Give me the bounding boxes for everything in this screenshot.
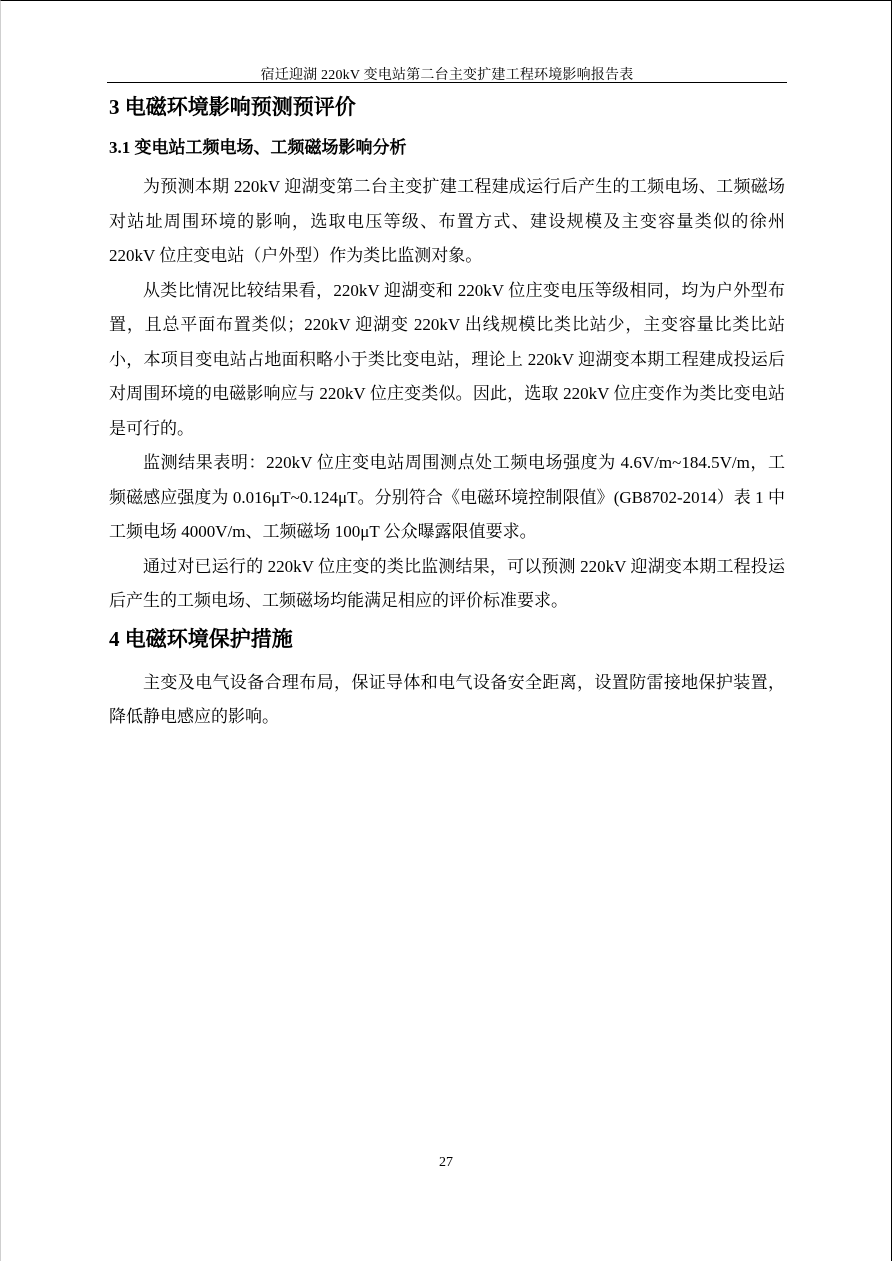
paragraph: 从类比情况比较结果看，220kV 迎湖变和 220kV 位庄变电压等级相同，均为户外型布置，且总平面布置类似；220kV 迎湖变 220kV 出线规模比类比站少，主变容量比类比站小，本项目变电站占地面积略小于类比变电站，理论上 220kV 迎湖变本期工程建成投运后对周围环境的电磁影响应与 220kV 位庄变类似。因此，选取 220kV 位庄变作为类比变电站是可行的。 <box>109 280 785 438</box>
running-header: 宿迁迎湖 220kV 变电站第二台主变扩建工程环境影响报告表 <box>260 68 634 83</box>
section-3-1-heading: 3.1 变电站工频电场、工频磁场影响分析 <box>109 138 407 157</box>
document-body <box>109 92 785 735</box>
paragraph: 监测结果表明：220kV 位庄变电站周围测点处工频电场强度为 4.6V/m~184.5V/m，工频磁感应强度为 0.016μT~0.124μT。分别符合《电磁环境控制限值》(GB8702-2014）表 1 中工频电场 4000V/m、工频磁场 100μT 公众曝露限值要求。 <box>109 453 785 541</box>
paragraph: 通过对已运行的 220kV 位庄变的类比监测结果，可以预测 220kV 迎湖变本期工程投运后产生的工频电场、工频磁场均能满足相应的评价标准要求。 <box>109 556 785 610</box>
section-4-heading: 4 电磁环境保护措施 <box>109 626 293 651</box>
paragraph: 主变及电气设备合理布局，保证导体和电气设备安全距离，设置防雷接地保护装置，降低静电感应的影响。 <box>109 672 785 726</box>
paragraph: 为预测本期 220kV 迎湖变第二台主变扩建工程建成运行后产生的工频电场、工频磁场对站址周围环境的影响，选取电压等级、布置方式、建设规模及主变容量类似的徐州 220kV 位庄变电站（户外型）作为类比监测对象。 <box>109 177 785 265</box>
page-number: 27 <box>439 1155 453 1170</box>
section-3-heading: 3 电磁环境影响预测预评价 <box>109 95 356 119</box>
header-rule <box>107 82 787 83</box>
